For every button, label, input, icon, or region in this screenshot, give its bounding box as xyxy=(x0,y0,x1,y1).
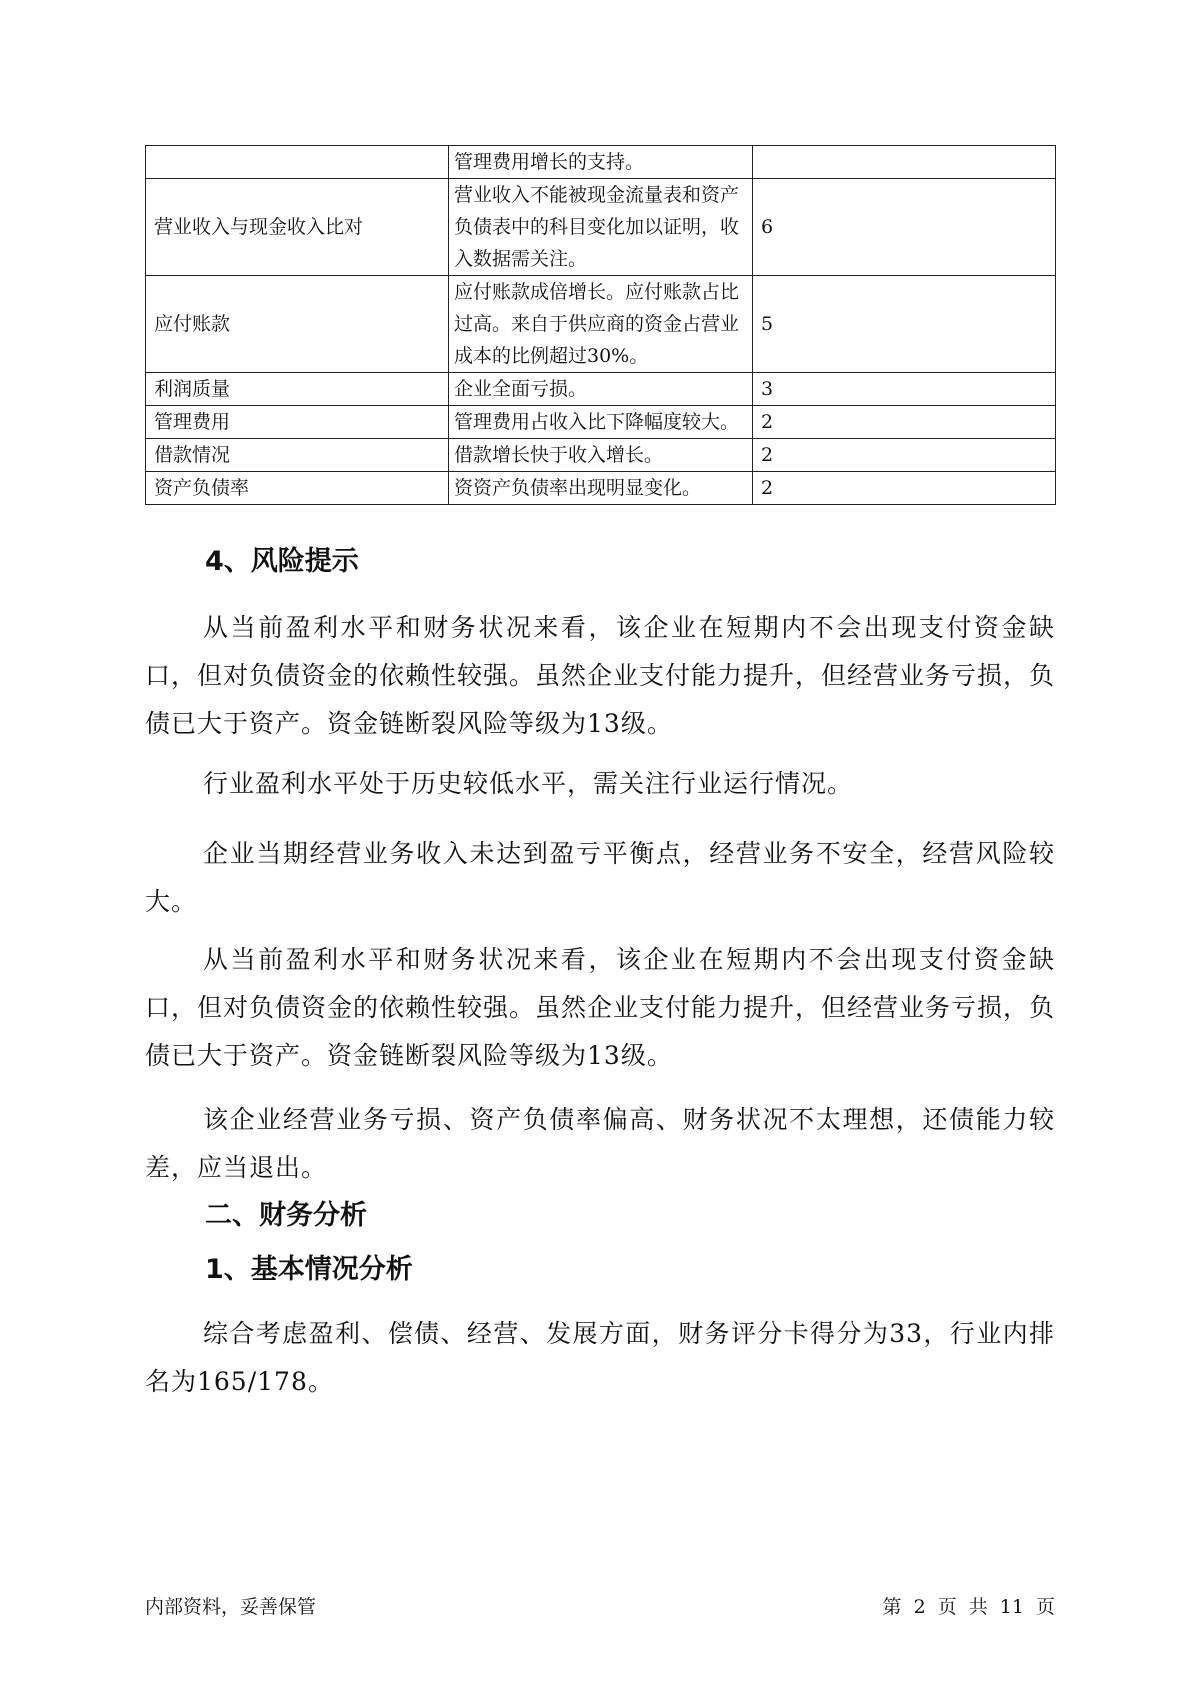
table-cell-desc: 管理费用增长的支持。 xyxy=(449,146,753,179)
table-cell-item: 应付账款 xyxy=(146,276,449,373)
table-row xyxy=(146,406,1056,439)
table-cell-desc: 借款增长快于收入增长。 xyxy=(449,439,753,472)
table-cell-score: 2 xyxy=(753,472,1056,505)
section-heading-basic: 1、基本情况分析 xyxy=(205,1254,413,1285)
table-cell-item: 营业收入与现金收入比对 xyxy=(146,179,449,276)
table-row xyxy=(146,373,1056,406)
table-cell-desc: 企业全面亏损。 xyxy=(449,373,753,406)
table-row xyxy=(146,472,1056,505)
table-row xyxy=(146,146,1056,179)
table-cell-item: 资产负债率 xyxy=(146,472,449,505)
table-cell-score: 3 xyxy=(753,373,1056,406)
table-cell-item: 借款情况 xyxy=(146,439,449,472)
table-cell-desc: 管理费用占收入比下降幅度较大。 xyxy=(449,406,753,439)
table-cell-score: 6 xyxy=(753,179,1056,276)
table-cell-item: 管理费用 xyxy=(146,406,449,439)
table-cell-item: 利润质量 xyxy=(146,373,449,406)
table-cell-desc: 营业收入不能被现金流量表和资产负债表中的科目变化加以证明，收入数据需关注。 xyxy=(449,179,753,276)
paragraph: 从当前盈利水平和财务状况来看，该企业在短期内不会出现支付资金缺口，但对负债资金的依赖性较强。虽然企业支付能力提升，但经营业务亏损，负债已大于资产。资金链断裂风险等级为13级。 xyxy=(145,613,1056,738)
table-row xyxy=(146,276,1056,373)
footer-page-number: 第 2 页 共 11 页 xyxy=(882,1596,1055,1618)
table-cell-desc: 应付账款成倍增长。应付账款占比过高。来自于供应商的资金占营业成本的比例超过30%。 xyxy=(449,276,753,373)
footer-confidential: 内部资料，妥善保管 xyxy=(145,1596,317,1618)
paragraph: 行业盈利水平处于历史较低水平，需关注行业运行情况。 xyxy=(203,769,854,798)
risk-factor-table xyxy=(145,145,1056,505)
paragraph: 企业当期经营业务收入未达到盈亏平衡点，经营业务不安全，经营风险较大。 xyxy=(145,839,1055,916)
table-cell-score: 2 xyxy=(753,439,1056,472)
table-cell-desc: 资资产负债率出现明显变化。 xyxy=(449,472,753,505)
paragraph: 该企业经营业务亏损、资产负债率偏高、财务状况不太理想，还债能力较差，应当退出。 xyxy=(145,1105,1055,1182)
table-cell-score: 2 xyxy=(753,406,1056,439)
table-cell-item xyxy=(146,146,449,179)
table-cell-score xyxy=(753,146,1056,179)
paragraph: 综合考虑盈利、偿债、经营、发展方面，财务评分卡得分为33，行业内排名为165/178。 xyxy=(145,1319,1055,1396)
table-cell-score: 5 xyxy=(753,276,1056,373)
table-row xyxy=(146,439,1056,472)
table-row xyxy=(146,179,1056,276)
section-heading-financial: 二、财务分析 xyxy=(205,1200,367,1231)
paragraph: 从当前盈利水平和财务状况来看，该企业在短期内不会出现支付资金缺口，但对负债资金的依赖性较强。虽然企业支付能力提升，但经营业务亏损，负债已大于资产。资金链断裂风险等级为13级。 xyxy=(145,945,1056,1070)
section-heading-risk: 4、风险提示 xyxy=(205,546,359,577)
